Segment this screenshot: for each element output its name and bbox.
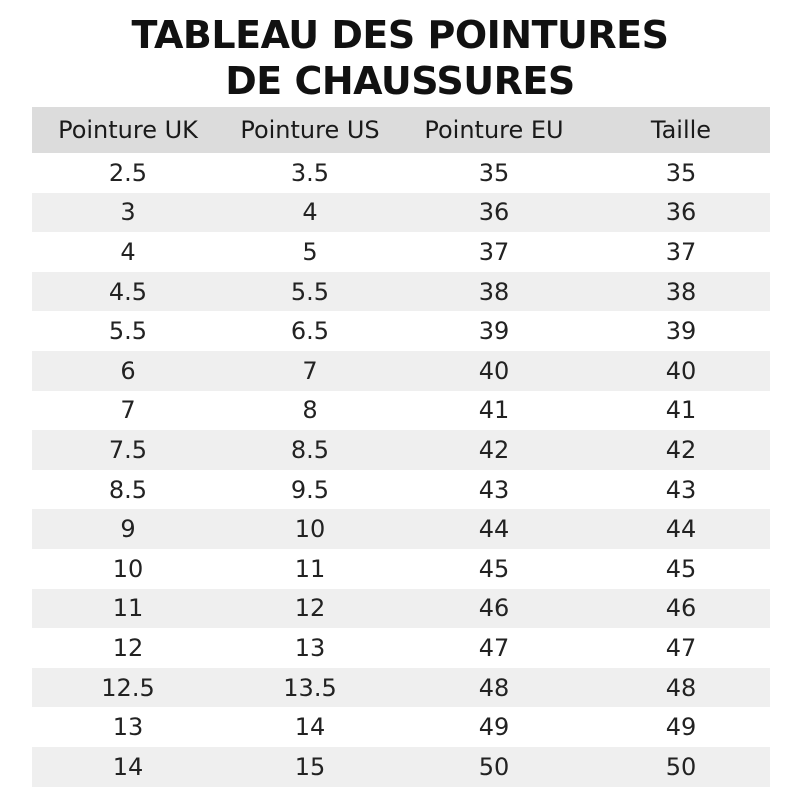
cell-us: 8 (302, 396, 318, 425)
page-title (0, 12, 800, 104)
cell-taille: 45 (665, 554, 697, 583)
cell-taille: 42 (592, 430, 770, 470)
cell-us: 5.5 (224, 272, 396, 312)
cell-uk: 7.5 (32, 430, 224, 470)
cell-uk: 7 (120, 396, 136, 425)
column-header-eu: Pointure EU (396, 107, 592, 153)
cell-taille: 43 (665, 475, 697, 504)
table-row (32, 549, 770, 589)
cell-eu: 36 (396, 193, 592, 233)
cell-taille: 49 (665, 713, 697, 742)
table-row (32, 430, 770, 470)
table-row (32, 232, 770, 272)
cell-us: 12 (224, 589, 396, 629)
cell-taille: 48 (592, 668, 770, 708)
cell-uk: 4 (120, 237, 136, 266)
table-body (32, 153, 770, 787)
column-header-us: Pointure US (224, 107, 396, 153)
cell-eu: 43 (478, 475, 510, 504)
cell-taille: 47 (665, 633, 697, 662)
cell-eu: 46 (396, 589, 592, 629)
cell-taille: 39 (665, 317, 697, 346)
cell-uk: 13 (112, 713, 144, 742)
cell-taille: 46 (592, 589, 770, 629)
cell-uk: 3 (32, 193, 224, 233)
cell-us: 4 (224, 193, 396, 233)
cell-uk: 14 (32, 747, 224, 787)
size-chart-table (32, 107, 770, 787)
cell-eu: 41 (478, 396, 510, 425)
cell-uk: 9 (32, 509, 224, 549)
cell-us: 15 (224, 747, 396, 787)
cell-uk: 12 (112, 633, 144, 662)
cell-us: 3.5 (290, 158, 330, 187)
table-row (32, 272, 770, 312)
cell-taille: 50 (592, 747, 770, 787)
cell-uk: 2.5 (108, 158, 148, 187)
cell-eu: 37 (478, 237, 510, 266)
table-row (32, 707, 770, 747)
cell-eu: 38 (396, 272, 592, 312)
cell-eu: 45 (478, 554, 510, 583)
cell-us: 5 (302, 237, 318, 266)
cell-taille: 37 (665, 237, 697, 266)
cell-taille: 41 (665, 396, 697, 425)
table-row (32, 153, 770, 193)
table-row (32, 351, 770, 391)
cell-eu: 49 (478, 713, 510, 742)
cell-eu: 47 (478, 633, 510, 662)
page-title-line-2: DE CHAUSSURES (225, 59, 575, 103)
cell-us: 8.5 (224, 430, 396, 470)
cell-us: 9.5 (290, 475, 330, 504)
cell-uk: 11 (32, 589, 224, 629)
cell-us: 14 (294, 713, 326, 742)
table-row (32, 470, 770, 510)
cell-eu: 48 (396, 668, 592, 708)
cell-eu: 44 (396, 509, 592, 549)
cell-uk: 6 (32, 351, 224, 391)
cell-taille: 38 (592, 272, 770, 312)
cell-uk: 12.5 (32, 668, 224, 708)
cell-taille: 35 (665, 158, 697, 187)
cell-us: 13 (294, 633, 326, 662)
table-row (32, 311, 770, 351)
table-header-row (32, 107, 770, 153)
cell-uk: 4.5 (32, 272, 224, 312)
cell-taille: 36 (592, 193, 770, 233)
cell-eu: 35 (478, 158, 510, 187)
cell-eu: 39 (478, 317, 510, 346)
cell-us: 11 (294, 554, 326, 583)
table-header (32, 107, 770, 153)
cell-us: 10 (224, 509, 396, 549)
table-row (32, 391, 770, 431)
cell-uk: 5.5 (108, 317, 148, 346)
cell-eu: 50 (396, 747, 592, 787)
cell-us: 13.5 (224, 668, 396, 708)
table-row (32, 589, 770, 629)
table-row (32, 509, 770, 549)
column-header-uk: Pointure UK (32, 107, 224, 153)
table-row (32, 628, 770, 668)
cell-eu: 40 (396, 351, 592, 391)
table-row (32, 193, 770, 233)
table-row (32, 668, 770, 708)
cell-us: 7 (224, 351, 396, 391)
table-row (32, 747, 770, 787)
cell-eu: 42 (396, 430, 592, 470)
cell-taille: 44 (592, 509, 770, 549)
cell-uk: 10 (112, 554, 144, 583)
cell-us: 6.5 (290, 317, 330, 346)
column-header-taille: Taille (592, 107, 770, 153)
page-title-line-1: TABLEAU DES POINTURES (131, 13, 669, 57)
cell-uk: 8.5 (108, 475, 148, 504)
cell-taille: 40 (592, 351, 770, 391)
